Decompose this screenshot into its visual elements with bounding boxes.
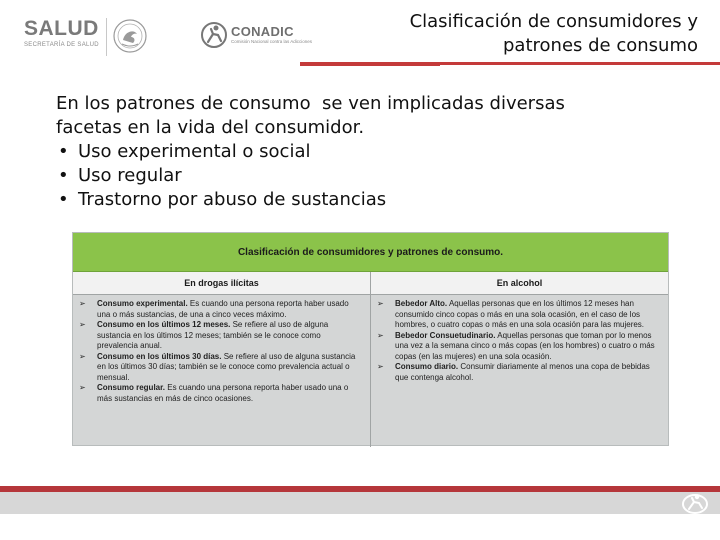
body-text xyxy=(56,92,696,212)
intro-line-1: En los patrones de consumo se ven implicadas diversas xyxy=(56,93,565,114)
classification-table xyxy=(72,232,669,446)
slide-title xyxy=(338,10,698,58)
item-term: Consumo en los últimos 12 meses. xyxy=(97,320,231,329)
salud-logo xyxy=(24,18,106,52)
item-text: Se refiere al uso de alguna sustancia en los últimos 12 meses; también se le conoce como prevalencia anual. xyxy=(97,320,329,350)
alcohol-column xyxy=(371,295,668,447)
conadic-figure-icon xyxy=(680,490,710,514)
title-underline-accent xyxy=(300,64,440,66)
bullet-glyph: • xyxy=(58,165,69,186)
arrow-bullet-icon: ➢ xyxy=(79,383,86,392)
table-header-row xyxy=(73,272,668,295)
bullet-list xyxy=(56,140,696,212)
arrow-bullet-icon: ➢ xyxy=(79,320,86,329)
item-text: Es cuando una persona reporta haber usado una o más sustancias en más de cinco ocasiones. xyxy=(97,383,349,403)
bullet-text: Trastorno por abuso de sustancias xyxy=(78,189,387,210)
item-term: Bebedor Alto. xyxy=(395,299,448,308)
salud-logo-name: SALUD xyxy=(24,17,99,40)
arrow-bullet-icon: ➢ xyxy=(377,330,384,340)
arrow-bullet-icon: ➢ xyxy=(377,299,384,308)
bullet-glyph: • xyxy=(58,141,69,162)
table-list-item xyxy=(377,362,660,383)
bullet-text: Uso experimental o social xyxy=(78,141,311,162)
conadic-figure-icon xyxy=(200,22,228,48)
table-title: Clasificación de consumidores y patrones de consumo. xyxy=(73,233,668,272)
bullet-item xyxy=(56,164,696,188)
logo-divider xyxy=(106,18,107,56)
arrow-bullet-icon: ➢ xyxy=(79,351,86,361)
conadic-logo-name: CONADIC xyxy=(231,24,294,39)
illicit-drugs-column xyxy=(73,295,371,447)
item-text: Consumir diariamente al menos una copa de bebidas que contenga alcohol. xyxy=(395,362,650,382)
intro-line-2: facetas en la vida del consumidor. xyxy=(56,117,365,138)
item-text: Se refiere al uso de alguna sustancia en los últimos 30 días; también se le conoce como prevalencia actual o mensual. xyxy=(97,351,356,382)
table-list-item xyxy=(79,320,362,352)
table-list-item xyxy=(79,299,362,320)
item-term: Consumo regular. xyxy=(97,383,166,392)
table-header-illicit-drugs: En drogas ilícitas xyxy=(73,272,371,294)
arrow-bullet-icon: ➢ xyxy=(377,362,384,371)
table-body xyxy=(73,295,668,447)
table-list-item xyxy=(377,330,660,363)
table-header-alcohol: En alcohol xyxy=(496,278,543,288)
table-list-item xyxy=(377,299,660,331)
item-text: Aquellas personas que toman por lo menos una vez a la semana cinco o más copas (en los hombres) o cuatro o más copas (en las mujeres) en una sola ocasión. xyxy=(395,330,655,361)
salud-logo-subtitle: SECRETARÍA DE SALUD xyxy=(24,42,99,48)
conadic-logo-subtitle: Comisión Nacional contra las Adicciones xyxy=(231,39,313,44)
item-term: Consumo diario. xyxy=(395,362,459,371)
table-list-item xyxy=(79,351,362,384)
footer-stripe xyxy=(0,486,720,492)
bullet-text: Uso regular xyxy=(78,165,182,186)
mexico-seal-icon xyxy=(112,17,148,55)
slide-title-line2: patrones de consumo xyxy=(503,35,698,56)
footer-bar xyxy=(0,486,720,514)
slide-title-line1: Clasificación de consumidores y xyxy=(409,11,698,32)
bullet-item xyxy=(56,188,696,212)
item-term: Bebedor Consuetudinario. xyxy=(395,330,496,340)
bullet-glyph: • xyxy=(58,189,69,210)
bullet-item xyxy=(56,140,696,164)
item-term: Consumo experimental. xyxy=(97,299,188,308)
item-text: Aquellas personas que en los últimos 12 meses han consumido cinco copas o más en una sola ocasión, en el caso de los hombres, o cuatro copas o más en una sola ocasión para las mujeres. xyxy=(395,299,645,329)
table-list-item xyxy=(79,383,362,404)
arrow-bullet-icon: ➢ xyxy=(79,299,86,308)
item-term: Consumo en los últimos 30 días. xyxy=(97,351,222,361)
item-text: Es cuando una persona reporta haber usado una o más sustancias, de una a cinco veces máximo. xyxy=(97,299,349,319)
conadic-logo xyxy=(200,22,313,50)
